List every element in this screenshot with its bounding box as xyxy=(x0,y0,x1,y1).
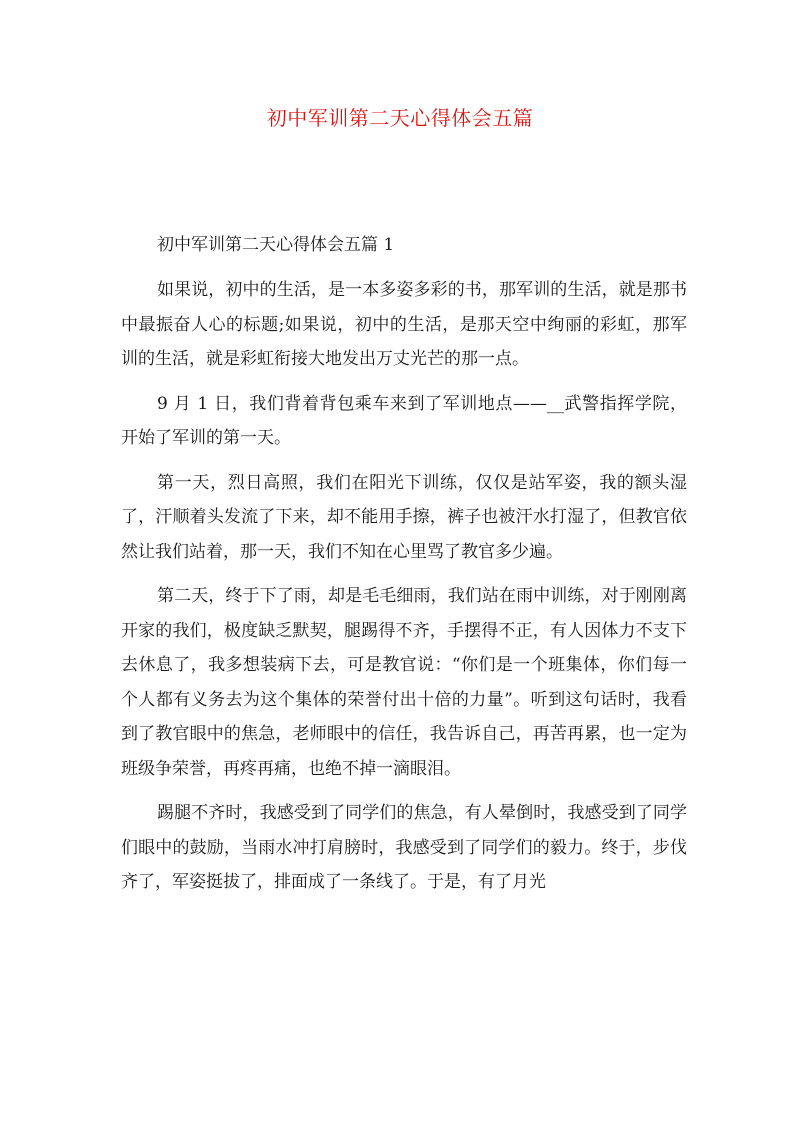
section-heading: 初中军训第二天心得体会五篇 1 xyxy=(157,235,395,255)
paragraph-3: 第一天，烈日高照，我们在阳光下训练，仅仅是站军姿，我的额头湿了，汗顺着头发流了下来，却不能用手擦，裤子也被汗水打湿了，但教官依然让我们站着，那一天，我们不知在心里骂了教官多少遍。 xyxy=(121,472,687,562)
document-body xyxy=(121,228,687,910)
paragraph-1: 如果说，初中的生活，是一本多姿多彩的书，那军训的生活，就是那书中最振奋人心的标题;如果说，初中的生活，是那天空中绚丽的彩虹，那军训的生活，就是彩虹衔接大地发出万丈光芒的那一点。 xyxy=(121,280,687,369)
paragraph-2: 9 月 1 日，我们背着背包乘车来到了军训地点——__武警指挥学院，开始了军训的第一天。 xyxy=(121,393,687,448)
paragraph-5: 踢腿不齐时，我感受到了同学们的焦急，有人晕倒时，我感受到了同学们眼中的鼓励，当雨水冲打肩膀时，我感受到了同学们的毅力。终于，步伐齐了，军姿挺拔了，排面成了一条线了。于是，有了月光 xyxy=(121,803,687,892)
document-title: 初中军训第二天心得体会五篇 xyxy=(266,106,534,130)
paragraph-4: 第二天，终于下了雨，却是毛毛细雨，我们站在雨中训练，对于刚刚离开家的我们，极度缺乏默契，腿踢得不齐，手摆得不正，有人因体力不支下去休息了，我多想装病下去，可是教官说：“你们是一个班集体，你们每一个人都有义务去为这个集体的荣誉付出十倍的力量”。听到这句话时，我看到了教官眼中的焦急，老师眼中的信任，我告诉自己，再苦再累，也一定为班级争荣誉，再疼再痛，也绝不掉一滴眼泪。 xyxy=(121,586,687,779)
